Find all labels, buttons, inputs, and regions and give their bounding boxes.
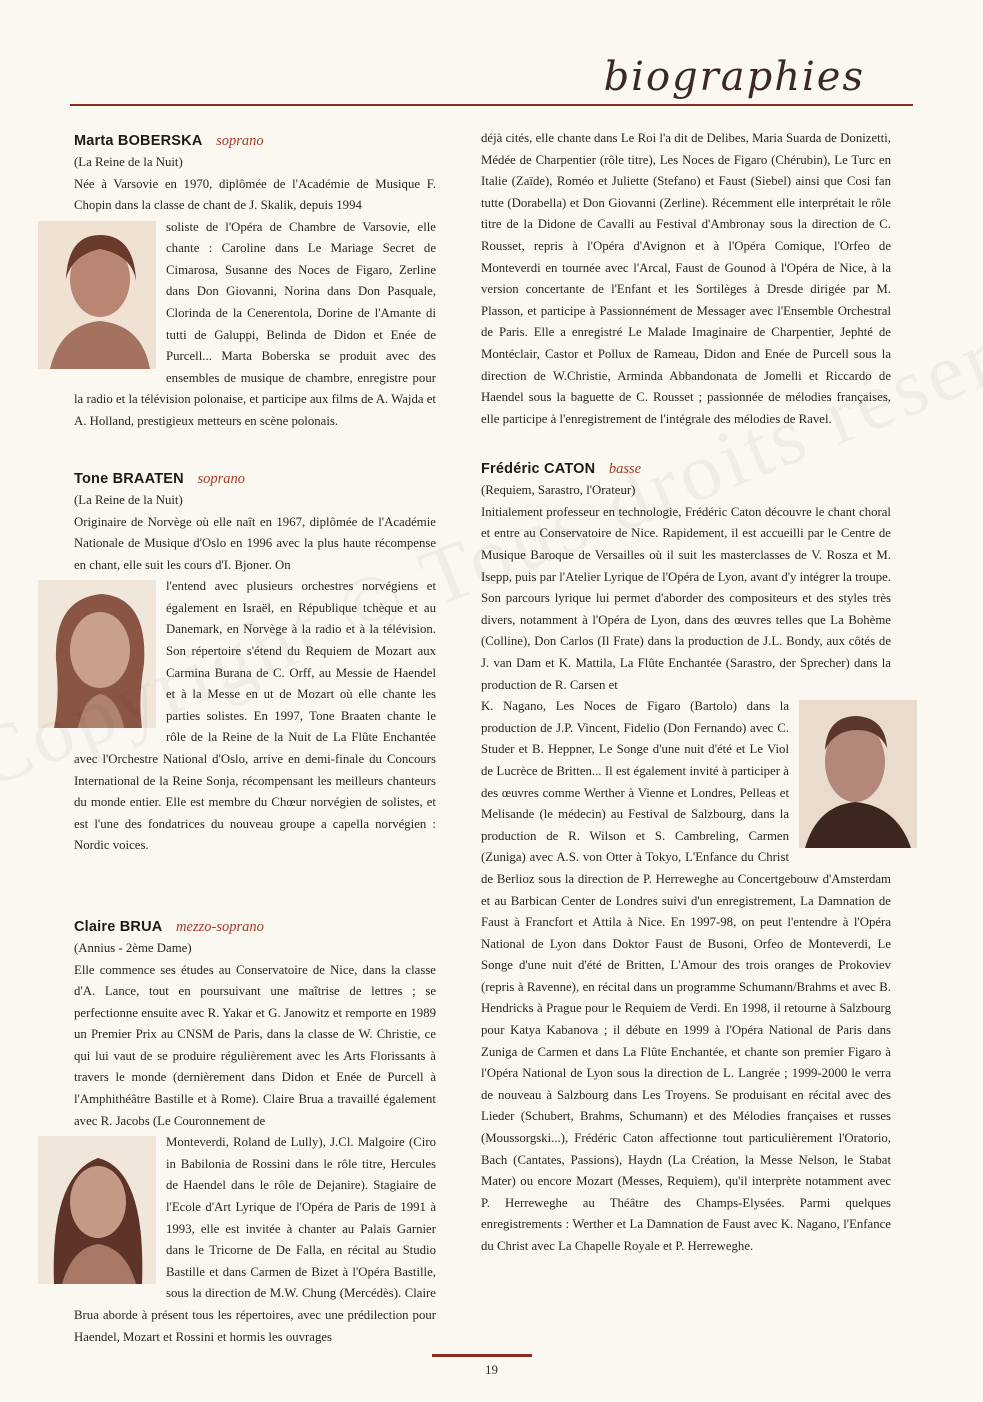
bio-boberska <box>74 130 436 446</box>
singer-name: Frédéric CATON <box>481 461 596 478</box>
bio-text-intro: Originaire de Norvège où elle naît en 1967, diplômée de l'Académie Nationale de Musique d'Oslo en 1996 avec la plus haute récompense en chant, elle suit les cours d'I. Bjoner. On <box>74 514 436 572</box>
bio-text-main: soliste de l'Opéra de Chambre de Varsovie, elle chante : Caroline dans Le Mariage Secret de Cimarosa, Susanne des Noces de Figaro, Zerline dans Don Giovanni, Norina dans Don Pasquale, Clorinda de la Cenerentola, Dorine de l'Amante di tutti de Galuppi, Belinda de Didon et Enée de Purcell... Marta Boberska se produit avec des ensembles de musique de chambre, enregistre pour la radio et la télévision polonaise, et participe aux films de A. Wajda et A. Holland, prestigieux metteurs en scène polonais. <box>74 219 436 429</box>
bio-text-main: l'entend avec plusieurs orchestres norvégiens et également en Israël, en République tchèque et au Danemark, en Norvège à la radio et à la télévision. Son répertoire s'étend du Requiem de Mozart aux Carmina Burana de C. Orff, au Messie de Haendel et à la Messe en ut de Mozart où elle chante les parties solistes. En 1997, Tone Braaten chante le rôle de la Reine de la Nuit de La Flûte Enchantée avec l'Orchestre National d'Oslo, arrive en demi-finale du Concours International de la Reine Sonja, récompensant les meilleurs chanteurs du monde entier. Elle est membre du Chœur norvégien de solistes, et est l'une des fondatrices du nouveau groupe a capella norvégien : Nordic voices. <box>74 579 436 853</box>
bio-text-main: K. Nagano, Les Noces de Figaro (Bartolo) dans la production de J.P. Vincent, Fidelio (Don Fernando) avec C. Studer et B. Heppner, Le Songe d'une nuit d'été et Le Viol de Lucrèce de Britten... Il est également invité à participer à des œuvres comme Werther à Vienne et Londres, Pelleas et Melisande (le médecin) au Festival de Salzbourg, dans la production de R. Wilson et S. Cambreling, Carmen (Zuniga) avec A.S. von Otter à Tokyo, L'Enfance du Christ de Berlioz sous la direction de P. Herreweghe au Concertgebouw d'Amsterdam et au Barbican Center de Londres suivi d'un enregistrement, La Damnation de Faust à Francfort et Attila à Nice. En 1997-98, on peut l'entendre à l'Opéra National de Lyon dans Doktor Faust de Busoni, Orfeo de Monteverdi, Le Songe d'une nuit d'été de Britten, L'Amour des trois oranges de Prokoviev (repris à Ravenne), en récital dans un programme Schumann/Brahms et avec B. Hendricks à Prague pour le Requiem de Verdi. En 1998, il retourne à Salzbourg pour Katya Kabanova ; il débute en 1999 à l'Opéra National de Paris dans Zuniga de Carmen et dans La Flûte Enchantée, et chante son premier Figaro à l'Opéra National de Lyon sous la direction de L. Langrée ; 1999-2000 le verra de nouveau à Salzbourg dans Les Troyens. Se produisant en récital avec des Lieder (Schubert, Brahms, Schumann) et des Mélodies françaises et russes (Moussorgski...), Frédéric Caton affectionne tout particulièrement l'Oratorio, Bach (Cantates, Passions), Haydn (La Création, la Messe Nelson, le Stabat Mater) ou encore Mozart (Messes, Requiem), qu'il interprète notamment avec P. Herreweghe au Théâtre des Champs-Elysées. Parmi quelques enregistrements : Werther et La Damnation de Faust avec K. Nagano, l'Enfance du Christ avec La Chapelle Royale et P. Herreweghe. <box>481 699 891 1253</box>
singer-roles: (Requiem, Sarastro, l'Orateur) <box>481 483 636 498</box>
voice-type: mezzo-soprano <box>176 919 264 935</box>
portrait-photo-caton <box>799 700 917 848</box>
bio-brua <box>74 916 436 1348</box>
bio-heading <box>74 916 436 938</box>
header-rule <box>70 104 913 106</box>
singer-roles: (La Reine de la Nuit) <box>74 155 183 169</box>
bio-heading <box>74 130 436 152</box>
singer-name: Tone BRAATEN <box>74 471 184 487</box>
page-number: 19 <box>485 1362 498 1377</box>
bio-text-intro: Elle commence ses études au Conservatoire de Nice, dans la classe d'A. Lance, tout en poursuivant une maîtrise de lettres ; se perfectionne ensuite avec R. Yakar et G. Janowitz et remporte en 1989 un Premier Prix au CNSM de Paris, dans la classe de W. Christie, ce qui lui vaut de se produire régulièrement avec les Arts Florissants à travers le monde (dernièrement dans Didon et Enée de Purcell à l'Amphithéâtre Bastille et à Rome). Claire Brua a travaillé également avec R. Jacobs (Le Couronnement de <box>74 962 436 1128</box>
voice-type: basse <box>608 461 642 478</box>
bio-text-main: Monteverdi, Roland de Lully), J.Cl. Malgoire (Ciro in Babilonia de Rossini dans le rôle titre, Hercules de Haendel dans le rôle de Dejanire). Stagiaire de l'Ecole d'Art Lyrique de l'Opéra de Paris de 1991 à 1993, elle est invitée à chanter au Palais Garnier dans le Tricorne de De Falla, en récital au Studio Bastille et dans Carmen de Bizet à l'Opéra Bastille, sous la direction de M.W. Chung (Mercédès). Claire Brua aborde à présent tous les répertoires, avec une prédilection pour Haendel, Mozart et Rossini et hormis les ouvrages <box>74 1135 436 1344</box>
section-title: biographies <box>603 54 865 100</box>
bio-text-intro: Née à Varsovie en 1970, diplômée de l'Académie de Musique F. Chopin dans la classe de chant de J. Skalik, depuis 1994 <box>74 176 436 213</box>
footer-rule <box>432 1354 532 1357</box>
right-column <box>481 130 891 1258</box>
voice-type: soprano <box>216 133 264 149</box>
singer-roles: (La Reine de la Nuit) <box>74 493 183 507</box>
bio-heading <box>74 468 436 490</box>
singer-roles: (Annius - 2ème Dame) <box>74 941 192 955</box>
bio-text-intro: Initialement professeur en technologie, Frédéric Caton découvre le chant choral et entre au Conservatoire de Nice. Rapidement, il est accueilli par le Centre de Musique Baroque de Versailles où il suit les masterclasses de V. Rosza et M. Isepp, puis par l'Atelier Lyrique de l'Opéra de Lyon, avant d'y intégrer la troupe. Son parcours lyrique lui permet d'aborder des compositeurs et des styles très divers, notamment à l'Opéra de Lyon, dans des œuvres telles que La Bohème (Colline), Don Carlos (Il Frate) dans la production de J.L. Bondy, aux côtés de J. van Dam et K. Mattila, La Flûte Enchantée (Sarastro, der Sprecher) dans la production de R. Carsen et <box>481 504 891 692</box>
portrait-photo-boberska <box>38 221 156 369</box>
singer-name: Marta BOBERSKA <box>74 133 203 149</box>
portrait-photo-brua <box>38 1136 156 1284</box>
singer-name: Claire BRUA <box>74 919 163 935</box>
bio-brua-continuation: déjà cités, elle chante dans Le Roi l'a dit de Delibes, Maria Suarda de Donizetti, Médée de Charpentier (rôle titre), Les Noces de Figaro (Chérubin), Le Turc en Italie (Zaïde), Roméo et Juliette (Stefano) et Faust (Siebel) ainsi que Cosi fan tutte (Dorabella) et Don Giovanni (Zerline). Récemment elle interprétait le rôle titre de la Didone de Cavalli au Festival d'Ambronay sous la direction de C. Rousset, repris à l'Opéra d'Avignon et à l'Opéra Comique, l'Orfeo de Monteverdi en tournée avec l'Arcal, Faust de Gounod à l'Opéra de Nice, à la version concertante de l'Enfant et les Sortilèges à Dresde dirigée par M. Plasson, et participe à Passionnément de Messager avec l'Ensemble Orchestral de Paris. Elle a enregistré Le Malade Imaginaire de Charpentier, Jephté de Montéclair, Castor et Pollux de Rameau, Didon and Enée de Purcell sous la direction de W.Christie, Arminda Abbandonata de Jomelli et Riccardo de Haendel sous la baguette de C. Rousset ; passionnée de mélodies françaises, elle participe à l'enregistrement de l'intégrale des mélodies de Ravel. <box>481 131 891 426</box>
voice-type: soprano <box>197 471 245 487</box>
